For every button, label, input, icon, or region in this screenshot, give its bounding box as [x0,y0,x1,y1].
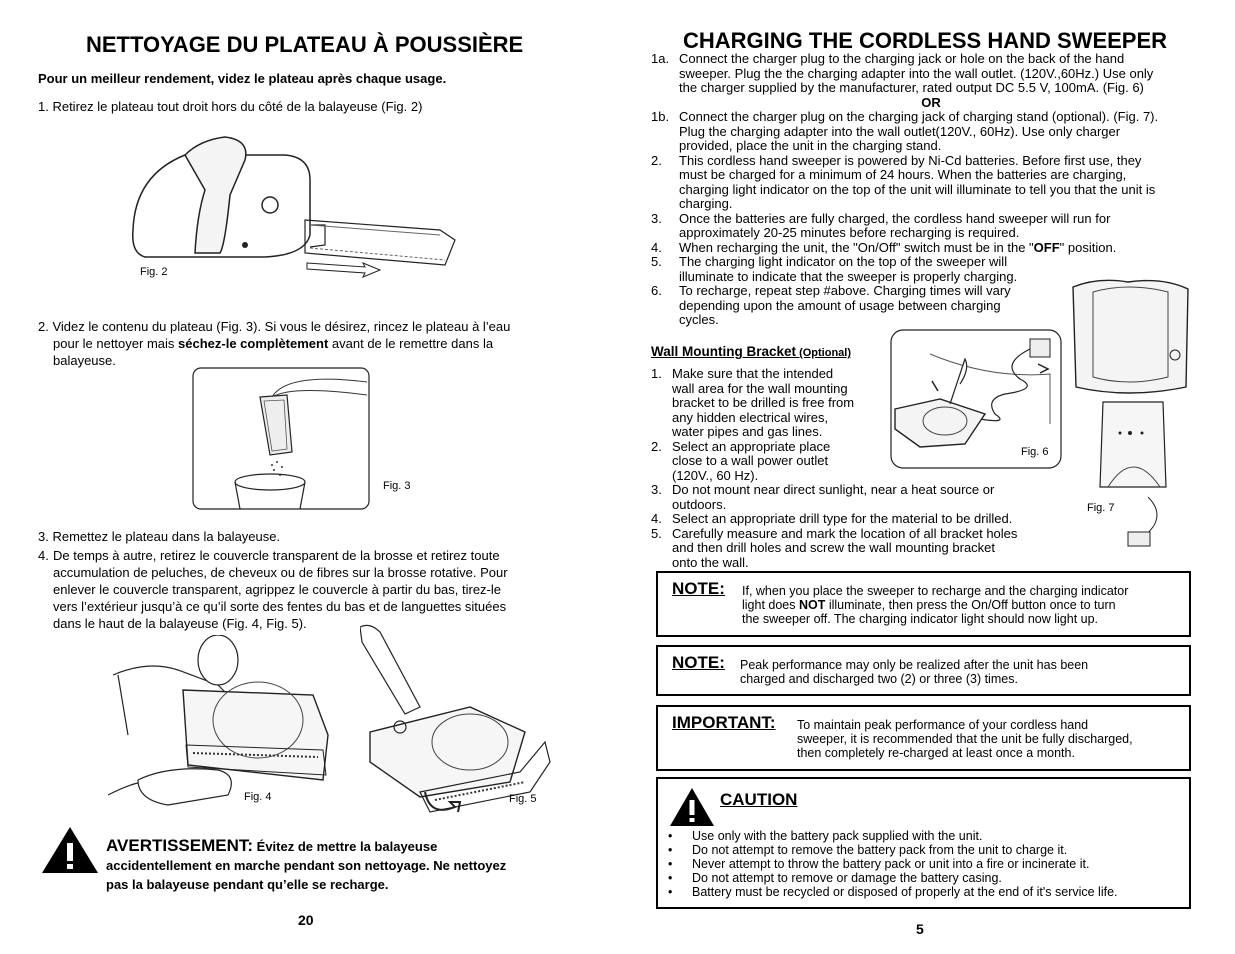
left-page-number: 20 [298,912,314,928]
step4-line: dans le haut de la balayeuse (Fig. 4, Fig. 5). [53,616,307,631]
caution-item [668,829,1183,843]
step-line: Plug the charging adapter into the wall outlet(120V., 60Hz). Use only charger [679,123,1121,139]
step4-line: vers l’extérieur jusqu’à ce qu’il sorte des fentes du bas et de languettes situées [53,599,507,614]
warning-line-1: Évitez de mettre la balayeuse [253,839,438,854]
caution-warning-triangle-icon [669,787,715,827]
caution-list [668,829,1183,899]
step2-line-d: balayeuse. [53,353,116,368]
caution-item-text: Do not attempt to remove or damage the battery casing. [692,871,1002,885]
step-2 [651,154,1211,212]
step-line: charging. [679,196,733,211]
step-line: depending upon the amount of usage between charging [679,297,1001,313]
bullet-icon: • [668,871,673,885]
important-line-a: To maintain peak performance of your cordless hand [797,718,1089,732]
step-line: Carefully measure and mark the location of all bracket holes [672,525,1018,541]
caution-item [668,885,1183,899]
caution-box [656,777,1191,909]
step2-line-b [38,335,578,352]
step-line: provided, place the unit in the charging stand. [679,138,942,153]
step-text [672,527,1071,571]
step-line: illuminate to indicate that the sweeper is properly charging. [679,268,1018,284]
step-line: The charging light indicator on the top of the sweeper will [679,254,1008,269]
step-text [679,110,1211,154]
fig4-illustration [108,635,348,815]
step4-line: accumulation de peluches, de cheveux ou de fibres sur la brosse rotative. Pour [53,565,508,580]
step-number: 3. [651,482,662,497]
step-line: Connect the charger plug on the charging jack of charging stand (optional). (Fig. 7). [679,109,1159,124]
step-line: This cordless hand sweeper is powered by Ni-Cd batteries. Before first use, they [679,152,1142,168]
caution-label: CAUTION [720,790,798,809]
bullet-icon: • [668,829,673,843]
note-box-1 [656,571,1191,637]
bullet-icon: • [668,885,673,899]
step-1a [651,52,1211,96]
step-line: must be charged for a minimum of 24 hours. When the batteries are charging, [679,167,1127,182]
fig3-illustration [192,367,370,510]
note2-line-a: Peak performance may only be realized after the unit has been [740,658,1089,672]
fig6-caption: Fig. 6 [1021,446,1049,458]
step-line: charging light indicator on the top of the unit will illuminate to tell you that the unit is [679,181,1156,197]
step-line: To recharge, repeat step #above. Charging times will vary [679,283,1011,298]
fig7-caption: Fig. 7 [1087,502,1115,514]
step-line: Select an appropriate place [672,438,831,454]
caution-item-text: Never attempt to throw the battery pack or unit into a fire or incinerate it. [692,857,1090,871]
step4-text-b: " position. [1059,239,1117,255]
step2-bold: séchez-le complètement [178,336,329,351]
warning-line-2: accidentellement en marche pendant son nettoyage. Ne nettoyez [106,858,507,873]
step-number: 6. [651,283,662,298]
step-text [679,241,1211,256]
step-number: 3. [651,210,662,226]
step-line: any hidden electrical wires, [672,409,829,425]
fig4-caption: Fig. 4 [244,791,272,803]
caution-item-text: Use only with the battery pack supplied with the unit. [692,829,983,843]
wall-step-4 [651,512,1071,527]
wall-mounting-title [651,344,851,359]
step-line: water pipes and gas lines. [672,424,823,439]
important-box [656,705,1191,771]
step-text [672,483,1071,512]
step-line: the charger supplied by the manufacturer, rated output DC 5.5 V, 100mA. (Fig. 6) [679,80,1144,95]
important-line-b: sweeper, it is recommended that the unit be fully discharged, [797,732,1133,746]
step-number: 4. [651,239,662,255]
important-text [797,718,1182,760]
step4-line: De temps à autre, retirez le couvercle transparent de la brosse et retirez toute [53,548,500,563]
left-page-title: NETTOYAGE DU PLATEAU À POUSSIÈRE [86,32,524,57]
fig3-caption: Fig. 3 [383,480,411,492]
step-line: onto the wall. [672,554,749,570]
right-page-title: CHARGING THE CORDLESS HAND SWEEPER [683,28,1168,53]
warning-line-3: pas la balayeuse pendant qu’elle se recharge. [106,877,389,892]
step-line: bracket to be drilled is free from [672,395,855,410]
step2-text-c: avant de le remettre dans la [328,336,494,351]
wall-step-3 [651,483,1071,512]
warning-label: AVERTISSEMENT: [106,836,254,855]
note1-label: NOTE: [672,579,725,598]
note1-text-b2: illuminate, then press the On/Off button once to turn [825,598,1116,612]
caution-item-text: Battery must be recycled or disposed of properly at the end of it's service life. [692,885,1118,899]
fig2-illustration [125,135,465,280]
step-number: 1b. [651,109,670,124]
step-text [679,154,1211,212]
step-text [679,52,1211,96]
step4-lines [53,547,578,632]
step-number: 5. [651,525,662,541]
bullet-icon: • [668,857,673,871]
bullet-icon: • [668,843,673,857]
step-line: cycles. [679,312,719,327]
caution-item [668,871,1183,885]
important-line-c: then completely re-charged at least once a month. [797,746,1075,760]
wall-optional-text: (Optional) [796,347,852,359]
step-line: outdoors. [672,496,727,512]
step2-text-b: pour le nettoyer mais [53,336,179,351]
note1-text [742,584,1182,626]
step-number: 5. [651,254,662,269]
left-step-3: 3. Remettez le plateau dans la balayeuse. [38,529,281,544]
left-step-4 [38,547,578,632]
left-step-2 [38,318,578,369]
caution-item [668,857,1183,871]
note2-label: NOTE: [672,653,725,672]
note1-text-b1: light does [742,598,799,612]
step-line: Once the batteries are fully charged, the cordless hand sweeper will run for [679,210,1111,226]
note2-line-b: charged and discharged two (2) or three (3) times. [740,672,1018,686]
left-step-1: 1. Retirez le plateau tout droit hors du côté de la balayeuse (Fig. 2) [38,99,423,114]
warning-triangle-icon [40,825,100,875]
step-1b [651,110,1211,154]
step-line: close to a wall power outlet [672,453,829,468]
step-line: Connect the charger plug to the charging jack or hole on the back of the hand [679,51,1125,66]
step-text: Select an appropriate drill type for the material to be drilled. [672,511,1013,526]
step-4 [651,241,1211,256]
step4-number: 4. [38,548,49,563]
note-box-2 [656,645,1191,696]
step-line: wall area for the wall mounting [672,380,848,396]
step2-line-a: 2. Videz le contenu du plateau (Fig. 3). Si vous le désirez, rincez le plateau à l’eau [38,319,511,334]
step-number: 1a. [651,51,670,66]
step4-text-a: When recharging the unit, the "On/Off" switch must be in the " [679,239,1034,255]
or-separator: OR [921,94,941,110]
fig5-caption: Fig. 5 [509,793,537,805]
note1-line-a: If, when you place the sweeper to recharge and the charging indicator [742,584,1129,598]
step-number: 2. [651,438,662,454]
step4-bold: OFF [1033,239,1060,255]
step-line: sweeper. Plug the the charging adapter into the wall outlet. (120V.,60Hz.) Use only [679,65,1154,81]
step4-line: enlever le couvercle transparent, agrippez le couvercle à partir du bas, tirez-le [53,582,502,597]
step-3 [651,212,1211,241]
step-line: approximately 20-25 minutes before recharging is required. [679,225,1020,240]
note1-line-c: the sweeper off. The charging indicator light should now light up. [742,612,1099,626]
step-text [679,212,1211,241]
step-line: and then drill holes and screw the wall mounting bracket [672,540,996,555]
note2-text [740,658,1180,686]
wall-title-text: Wall Mounting Bracket [651,344,797,359]
note1-bold: NOT [798,598,826,612]
right-page-number: 5 [916,921,924,937]
step-line: Make sure that the intended [672,366,834,381]
important-label: IMPORTANT: [672,713,776,732]
step-line: Do not mount near direct sunlight, near a heat source or [672,482,995,497]
caution-item [668,843,1183,857]
wall-step-5 [651,527,1071,571]
step-line: (120V., 60 Hz). [672,467,759,483]
fig2-caption: Fig. 2 [140,266,168,278]
step-number: 1. [651,366,662,381]
fig5-illustration [360,622,560,822]
warning-block [106,836,566,894]
step-number: 4. [651,511,662,526]
left-intro: Pour un meilleur rendement, videz le plateau après chaque usage. [38,71,447,86]
step-number: 2. [651,152,662,168]
caution-item-text: Do not attempt to remove the battery pack from the unit to charge it. [692,843,1068,857]
